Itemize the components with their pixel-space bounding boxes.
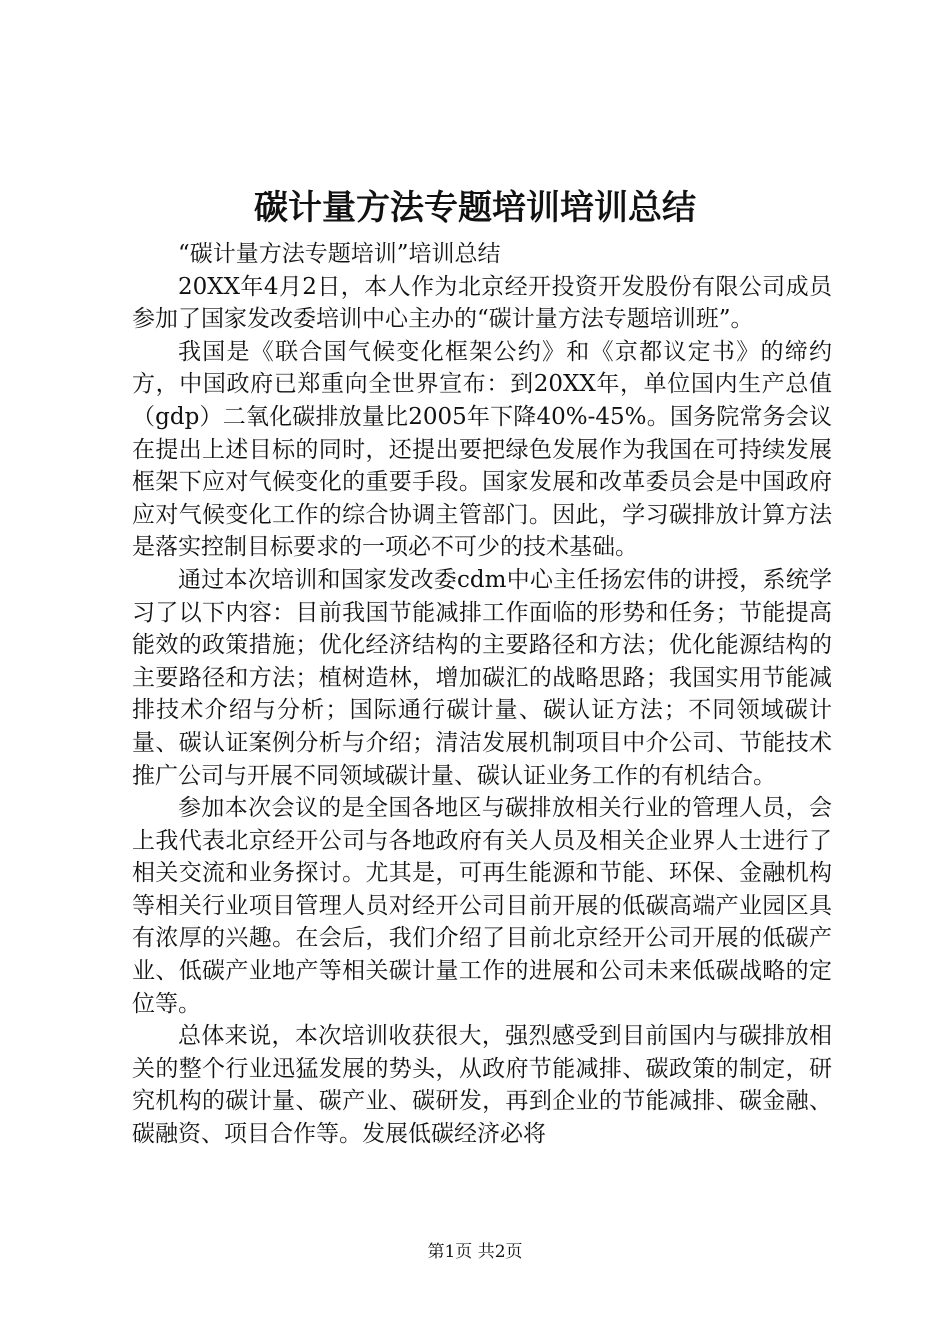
paragraph-5: 总体来说，本次培训收获很大，强烈感受到目前国内与碳排放相关的整个行业迅猛发展的势头，从政府节能减排、碳政策的制定，研究机构的碳计量、碳产业、碳研发，再到企业的节能减排、碳金融、碳融资、项目合作等。发展低碳经济必将 [132,1023,832,1148]
paragraph-3: 通过本次培训和国家发改委cdm中心主任扬宏伟的讲授，系统学习了以下内容：目前我国节能减排工作面临的形势和任务；节能提高能效的政策措施；优化经济结构的主要路径和方法；优化能源结构的主要路径和方法；植树造林，增加碳汇的战略思路；我国实用节能减排技术介绍与分析；国际通行碳计量、碳认证方法；不同领域碳计量、碳认证案例分析与介绍；清洁发展机制项目中介公司、节能技术推广公司与开展不同领域碳计量、碳认证业务工作的有机结合。 [132,566,832,789]
page-footer: 第1页 共2页 [427,1242,523,1262]
paragraph-4: 参加本次会议的是全国各地区与碳排放相关行业的管理人员，会上我代表北京经开公司与各地政府有关人员及相关企业界人士进行了相关交流和业务探讨。尤其是，可再生能源和节能、环保、金融机构等相关行业项目管理人员对经开公司目前开展的低碳高端产业园区具有浓厚的兴趣。在会后，我们介绍了目前北京经开公司开展的低碳产业、低碳产业地产等相关碳计量工作的进展和公司未来低碳战略的定位等。 [132,795,832,1017]
document-subheading: “碳计量方法专题培训”培训总结 [178,241,501,267]
paragraph-2: 我国是《联合国气候变化框架公约》和《京都议定书》的缔约方，中国政府已郑重向全世界宣布：到20XX年，单位国内生产总值（gdp）二氧化碳排放量比2005年下降40%-45%。国务院常务会议在提出上述目标的同时，还提出要把绿色发展作为我国在可持续发展框架下应对气候变化的重要手段。国家发展和改革委员会是中国政府应对气候变化工作的综合协调主管部门。因此，学习碳排放计算方法是落实控制目标要求的一项必不可少的技术基础。 [132,338,832,561]
paragraph-1: 20XX年4月2日，本人作为北京经开投资开发股份有限公司成员参加了国家发改委培训中心主办的“碳计量方法专题培训班”。 [132,273,832,333]
document-title: 碳计量方法专题培训培训总结 [254,188,696,228]
document-body [132,238,832,1151]
